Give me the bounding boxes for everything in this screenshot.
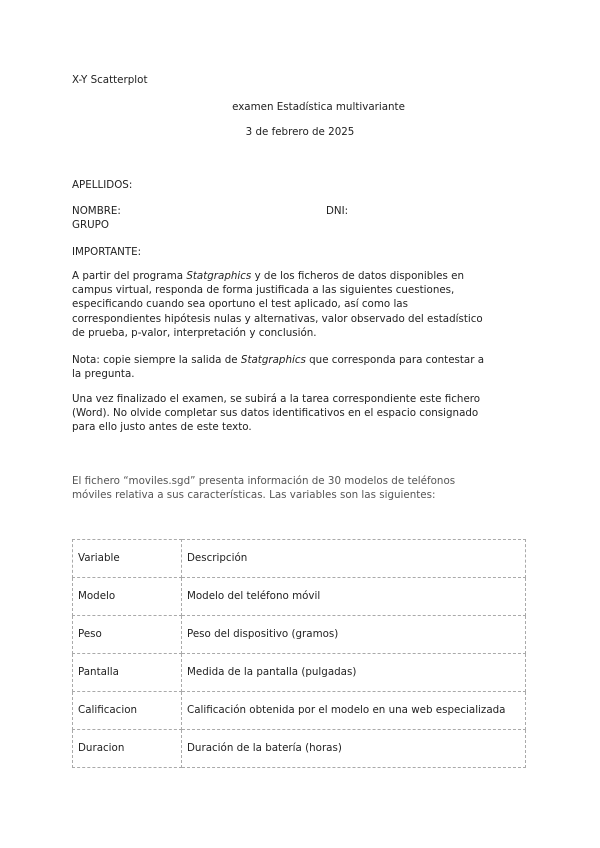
para1-prefix: A partir del programa [72, 270, 187, 282]
important-label: IMPORTANTE: [72, 246, 142, 258]
exam-date: 3 de febrero de 2025 [245, 126, 355, 138]
variables-table [72, 539, 526, 768]
variable-name: Duracion [73, 730, 182, 768]
table-row [73, 692, 526, 730]
para1-rest: y de los ficheros de datos disponibles en campus virtual, responda de forma justificada a las siguientes cuestiones, especificando cuando sea oportuno el test aplicado, así como las correspondientes hipótesis nulas y alternativas, valor observado del estadístico de prueba, p-valor, interpretación y conclusión. [72, 270, 483, 339]
variable-name: Peso [73, 616, 182, 654]
note-prefix: Nota: copie siempre la salida de [72, 354, 241, 366]
header-label: X-Y Scatterplot [72, 74, 148, 86]
variable-description: Peso del dispositivo (gramos) [182, 616, 526, 654]
submission-paragraph: Una vez finalizado el examen, se subirá a la tarea correspondiente este fichero (Word). No olvide completar sus datos identificativos en el espacio consignado para ello justo antes de este texto. [72, 393, 481, 434]
table-row [73, 654, 526, 692]
note-software-name: Statgraphics [240, 354, 306, 366]
table-row [73, 730, 526, 768]
variable-description: Calificación obtenida por el modelo en una web especializada [182, 692, 526, 730]
note-paragraph [72, 353, 492, 381]
table-row [73, 578, 526, 616]
instructions-paragraph [72, 269, 492, 340]
dni-label: DNI: [326, 205, 349, 217]
note-rest: que corresponda para contestar a la pregunta. [72, 354, 485, 381]
table-row [73, 616, 526, 654]
apellidos-label: APELLIDOS: [72, 179, 133, 191]
variable-name: Calificacion [73, 692, 182, 730]
variable-description: Duración de la batería (horas) [182, 730, 526, 768]
variable-description: Medida de la pantalla (pulgadas) [182, 654, 526, 692]
software-name: Statgraphics [186, 270, 252, 282]
dataset-intro: El fichero “moviles.sgd” presenta información de 30 modelos de teléfonos móviles relativa a sus características. Las variables son las siguientes: [72, 475, 456, 502]
table-header-variable: Variable [73, 540, 182, 578]
exam-title: examen Estadística multivariante [232, 101, 405, 113]
grupo-label: GRUPO [72, 219, 109, 231]
table-header-row [73, 540, 526, 578]
variable-description: Modelo del teléfono móvil [182, 578, 526, 616]
variable-name: Pantalla [73, 654, 182, 692]
table-header-description: Descripción [182, 540, 526, 578]
nombre-label: NOMBRE: [72, 205, 121, 217]
variable-name: Modelo [73, 578, 182, 616]
